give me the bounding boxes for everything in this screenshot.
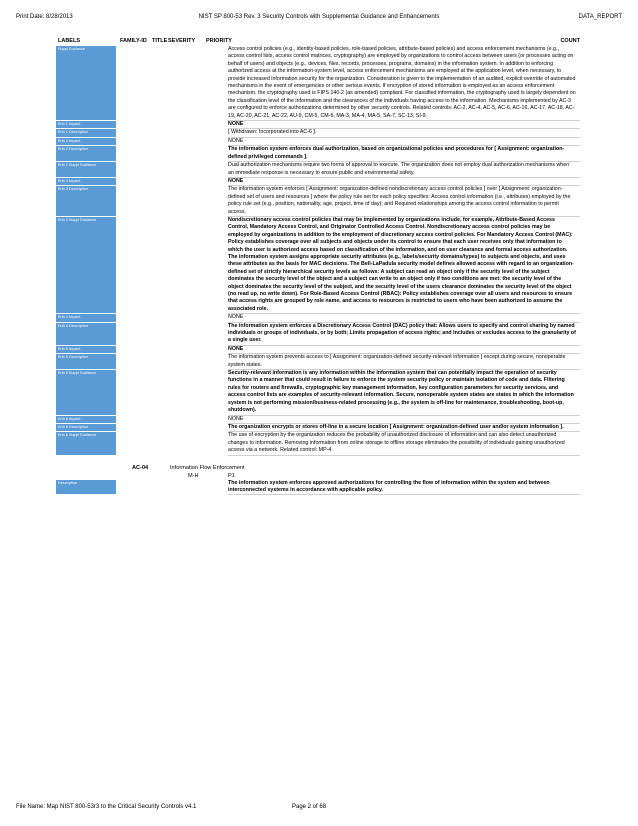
column-family-id: FAMILY-ID — [120, 38, 147, 44]
table-row — [56, 432, 580, 455]
control-severity: M-H — [188, 472, 199, 479]
report-name: DATA_REPORT — [578, 14, 622, 20]
control-priority: P1 — [228, 472, 235, 479]
table-row — [56, 346, 580, 354]
report-table — [56, 46, 580, 495]
table-row — [56, 314, 580, 322]
row-spacer — [116, 178, 228, 186]
row-spacer — [116, 46, 228, 121]
row-spacer — [116, 121, 228, 129]
table-row — [56, 129, 580, 137]
row-text: Nondiscretionary access control policies that may be implemented by organizations include, for example, Attribute-Based Access Control, Mandatory Access Control, and Originator Controlled Access Control. Nondiscretionary access control policies may be employed by organizations in addition to the employment of discretionary access control policies. For Mandatory Access Control (MAC): Policy establishes coverage over all subjects and objects under its control to ensure that each user receives only that information to which the user is authorized access based on classification of the information, and on user clearance and formal access authorization. The information system assigns appropriate security attributes (e.g., labels/security domains/types) to subjects and objects, and uses these attributes as the basis for MAC decisions. The Bell-LaPadula security model defines allowed access with regard to an organization-defined set of strictly hierarchical security levels as follows: A subject can read an object only if the security level of the subject dominates the security level of the object and a subject can write to an object only if two conditions are met: the security level of the object dominates the security level of the subject, and the security level of the users clearance dominates the security level of the object (no read up, no write down). For Role-Based Access Control (RBAC): Policy establishes coverage over all users and resources to ensure that access rights are grouped by role name, and access to resources is restricted to users who have been authorized to assume the associated role. — [228, 217, 580, 314]
table-row — [56, 146, 580, 162]
control-row — [56, 464, 580, 472]
row-label: Enh 3 Impact — [56, 178, 116, 186]
column-priority: PRIORITY — [206, 38, 232, 44]
row-text: [ Withdrawn: Incorporated into AC-6 ]. — [228, 129, 580, 137]
row-spacer — [116, 129, 228, 137]
control-spacer — [56, 464, 116, 472]
document-title: NIST SP 800-53 Rev. 3 Security Controls with Supplemental Guidance and Enhancements — [198, 14, 440, 20]
table-row — [56, 416, 580, 424]
row-label: Suppl Guidance — [56, 46, 116, 121]
row-spacer — [116, 162, 228, 178]
control-title: Information Flow Enforcement — [170, 464, 245, 471]
row-spacer — [116, 432, 228, 455]
row-spacer — [116, 314, 228, 322]
page-header — [16, 14, 622, 24]
row-text: NONE — [228, 138, 580, 146]
column-labels: LABELS — [58, 38, 80, 44]
control-meta-row — [56, 472, 580, 480]
row-label: Enh 5 Impact — [56, 346, 116, 354]
row-spacer — [116, 346, 228, 354]
row-spacer — [116, 416, 228, 424]
row-text: NONE — [228, 314, 580, 322]
row-label: Enh 2 Suppl Guidance — [56, 162, 116, 178]
row-text: NONE — [228, 416, 580, 424]
row-spacer — [116, 138, 228, 146]
row-label: Enh 3 Suppl Guidance — [56, 217, 116, 314]
table-row — [56, 121, 580, 129]
row-label: Enh 1 Impact — [56, 121, 116, 129]
row-text: The information system enforces [ Assignment: organization-defined nondiscretionary access control policies ] over [ Assignment: organization-defined set of users and resources ] where the policy rule set for each policy specifies: Access control information (i.e., attributes) employed by the policy rule set (e.g., position, nationality, age, project, time of day); and Required relationships among the access control information to permit access. — [228, 186, 580, 217]
column-severity: SEVERITY — [168, 38, 196, 44]
table-row — [56, 354, 580, 370]
row-text: The organization encrypts or stores off-line in a secure location [ Assignment: organization-defined user and/or system information ]. — [228, 424, 580, 432]
row-spacer — [116, 424, 228, 432]
row-text: NONE — [228, 121, 580, 129]
row-text: The information system enforces dual authorization, based on organizational policies and procedures for [ Assignment: organization-defined privileged commands ]. — [228, 146, 580, 162]
table-row — [56, 186, 580, 217]
row-spacer — [116, 354, 228, 370]
row-label: Enh 2 Description — [56, 146, 116, 162]
table-row — [56, 323, 580, 346]
row-label: Enh 6 Description — [56, 424, 116, 432]
column-title: TITLE — [152, 38, 168, 44]
row-text: Security-relevant information is any information within the information system that can potentially impact the operation of security functions in a manner that could result in failure to enforce the system security policy or maintain isolation of code and data. Filtering rules for routers and firewalls, cryptographic key management information, key configuration parameters for security services, and access control lists are examples of security-relevant information. Secure, nonoperable system states are states in which the information system is not performing mission/business-related processing (e.g., the system is off-line for maintenance, troubleshooting, boot-up, shutdown). — [228, 370, 580, 415]
row-spacer — [116, 186, 228, 217]
row-text: The information system enforces a Discretionary Access Control (DAC) policy that: Allows users to specify and control sharing by named individuals or groups of individuals, or by both; Limits propagation of access rights; and Includes or excludes access to the granularity of a single user. — [228, 323, 580, 346]
row-spacer — [116, 217, 228, 314]
row-label: Enh 5 Description — [56, 354, 116, 370]
table-row — [56, 46, 580, 121]
table-row — [56, 424, 580, 432]
row-label: Description — [56, 480, 116, 496]
table-row — [56, 480, 580, 496]
row-text: Access control policies (e.g., identity-based policies, role-based policies, attribute-based policies) and access enforcement mechanisms (e.g., access control lists, access control matrices, cryptography) are employed by organizations to control access between users (or processes acting on behalf of users) and objects (e.g., devices, files, records, processes, programs, domains) in the information system. In addition to enforcing authorized access at the information-system level, access enforcement mechanisms are employed at the application level, when necessary, to provide increased information security for the organization. Consideration is given to the implementation of an audited, explicit override of automated mechanisms in the event of emergencies or other serious events. If encryption of stored information is employed as an access enforcement mechanism, the cryptography used is FIPS 140-2 (as amended) compliant. For classified information, the cryptography used is largely dependent on the classification level of the information and the clearances of the individuals having access to the information. Mechanisms implemented by AC-3 are configured to enforce authorizations determined by other security controls. Related controls: AC-2, AC-4, AC-5, AC-6, AC-16, AC-17, AC-18, AC-19, AC-20, AC-21, AC-22, AU-9, CM-5, CM-6, MA-3, MA-4, MA-5, SA-7, SC-13, SI-9. — [228, 46, 580, 121]
row-spacer — [116, 146, 228, 162]
row-spacer — [116, 323, 228, 346]
table-row — [56, 370, 580, 415]
row-text: The use of encryption by the organization reduces the probability of unauthorized disclosure of information and can also detect unauthorized changes to information. Removing information from online storage to offline storage eliminates the possibility of individuals gaining unauthorized access via a network. Related control: MP-4. — [228, 432, 580, 455]
column-header-row — [56, 38, 580, 46]
row-label: Enh 3 Description — [56, 186, 116, 217]
row-label: Enh 6 Impact — [56, 416, 116, 424]
control-id: AC-04 — [132, 464, 149, 471]
row-spacer — [116, 480, 228, 496]
row-spacer — [116, 370, 228, 415]
file-name: File Name: Map NIST 800-53r3 to the Critical Security Controls v4.1 — [16, 804, 197, 810]
table-row — [56, 178, 580, 186]
page-footer — [16, 804, 622, 814]
print-date: Print Date: 8/28/2013 — [16, 14, 73, 20]
control-meta-spacer — [56, 472, 188, 480]
row-text: Dual authorization mechanisms require two forms of approval to execute. The organization does not employ dual authorization mechanisms when an immediate response is necessary to ensure public and environmental safety. — [228, 162, 580, 178]
row-text: NONE — [228, 178, 580, 186]
table-row — [56, 162, 580, 178]
row-label: Enh 4 Description — [56, 323, 116, 346]
page-number: Page 2 of 68 — [292, 804, 327, 810]
row-text: The information system prevents access to [ Assignment: organization-defined security-relevant information ] except during secure, nonoperable system states. — [228, 354, 580, 370]
table-row — [56, 217, 580, 314]
row-text: NONE — [228, 346, 580, 354]
row-label: Enh 5 Suppl Guidance — [56, 370, 116, 415]
table-row — [56, 138, 580, 146]
row-label: Enh 6 Suppl Guidance — [56, 432, 116, 455]
column-count: COUNT — [560, 38, 580, 44]
row-label: Enh 4 Impact — [56, 314, 116, 322]
row-label: Enh 1 Description — [56, 129, 116, 137]
row-label: Enh 2 Impact — [56, 138, 116, 146]
row-text: The information system enforces approved authorizations for controlling the flow of information within the system and between interconnected systems in accordance with applicable policy. — [228, 480, 580, 496]
